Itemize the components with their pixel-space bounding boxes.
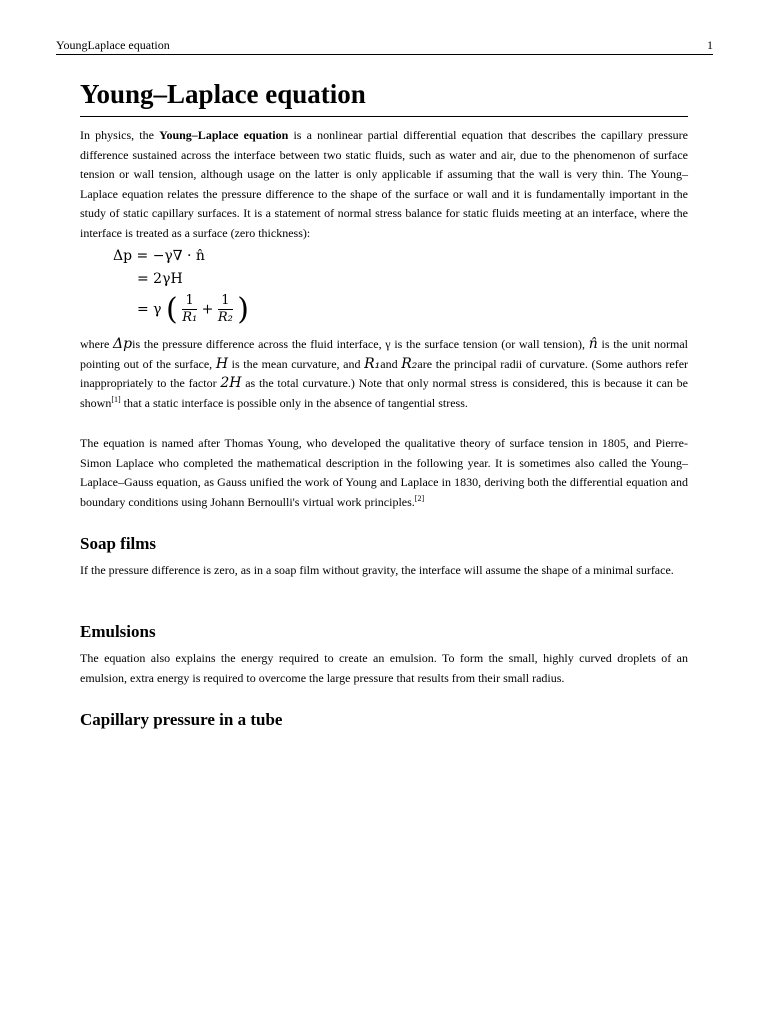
plus-sign: + xyxy=(201,301,214,318)
fraction-1-denominator: R₁ xyxy=(182,310,198,325)
formula-line-3-prefix: = γ xyxy=(137,301,162,318)
where-paragraph xyxy=(80,335,688,413)
math-r1: R₁ xyxy=(364,355,381,372)
section-text-emulsions: The equation also explains the energy required to create an emulsion. To form the small, highly curved droplets of an emulsion, extra energy is required to overcome the large pressure that results from their small radius. xyxy=(80,651,688,685)
citation-2-link[interactable]: [2] xyxy=(414,493,425,503)
section-heading-capillary-pressure: Capillary pressure in a tube xyxy=(80,710,283,729)
running-header xyxy=(56,38,713,55)
where-text-7: as the total curvature.) Note that only normal stress is considered, this is because it can be shown xyxy=(80,376,689,410)
young-laplace-formula xyxy=(113,246,293,334)
where-text-2: is the pressure difference across the fluid interface, γ is the surface tension (or wall tension), xyxy=(132,337,589,351)
section-heading-emulsions: Emulsions xyxy=(80,622,156,641)
fraction-2-denominator: R₂ xyxy=(217,310,233,325)
where-text-3: is the unit normal pointing out of the surface, xyxy=(80,337,688,371)
where-text-6: are the principal radii of curvature. (Some authors refer inappropriately to the factor xyxy=(80,356,689,390)
math-n-hat: n̂ xyxy=(588,336,598,352)
where-text-8: that a static interface is possible only in the absence of tangential stress. xyxy=(120,395,468,410)
formula-line-2: = 2γH xyxy=(137,271,183,287)
intro-bold-term: Young–Laplace equation xyxy=(159,128,289,142)
history-text: The equation is named after Thomas Young, who developed the qualitative theory of surface tension in 1805, and Pierre-Simon Laplace who completed the mathematical description in the following year. It is sometimes also called the Young–Laplace–Gauss equation, as Gauss unified the work of Young and Laplace in 1830, deriving both the differential equation and boundary conditions using Johann Bernoulli's virtual work principles. xyxy=(80,436,688,509)
citation-1-link[interactable]: [1] xyxy=(111,394,121,404)
where-text-5: and xyxy=(380,356,402,371)
page-title: Young–Laplace equation xyxy=(80,74,688,117)
fraction-1-numerator: 1 xyxy=(182,293,197,310)
math-delta-p: Δp xyxy=(113,336,133,352)
fraction-1 xyxy=(182,293,197,326)
intro-text-rest: is a nonlinear partial differential equation that describes the capillary pressure difference sustained across the interface between two static fluids, such as water and air, due to the phenomenon of surface tension or wall tension, although usage on the latter is only applicable if assuming that the wall is very thin. The Young–Laplace equation relates the pressure difference to the shape of the surface or wall and it is fundamentally important in the study of static capillary surfaces. It is a statement of normal stress balance for static fluids meeting at an interface, where the interface is treated as a surface (zero thickness): xyxy=(80,128,688,240)
fraction-2 xyxy=(218,293,233,326)
formula-line-3 xyxy=(137,292,249,327)
math-2h: 2H xyxy=(220,375,242,391)
where-text-1: where xyxy=(80,337,114,351)
intro-paragraph xyxy=(80,126,688,243)
left-paren: ( xyxy=(166,292,178,327)
section-text-soap-films: If the pressure difference is zero, as in a soap film without gravity, the interface will assume the shape of a minimal surface. xyxy=(80,563,674,577)
math-h: H xyxy=(215,355,229,372)
right-paren: ) xyxy=(237,292,249,327)
math-r2: R₂ xyxy=(401,355,418,372)
history-paragraph xyxy=(80,434,688,512)
intro-text-start: In physics, the xyxy=(80,128,160,142)
page-number: 1 xyxy=(707,38,713,52)
running-title: YoungLaplace equation xyxy=(56,38,170,52)
where-text-4: is the mean curvature, and xyxy=(228,356,365,371)
section-heading-soap-films: Soap films xyxy=(80,534,157,553)
formula-line-1: Δp = −γ∇ · n̂ xyxy=(113,248,205,264)
fraction-2-numerator: 1 xyxy=(218,293,233,310)
